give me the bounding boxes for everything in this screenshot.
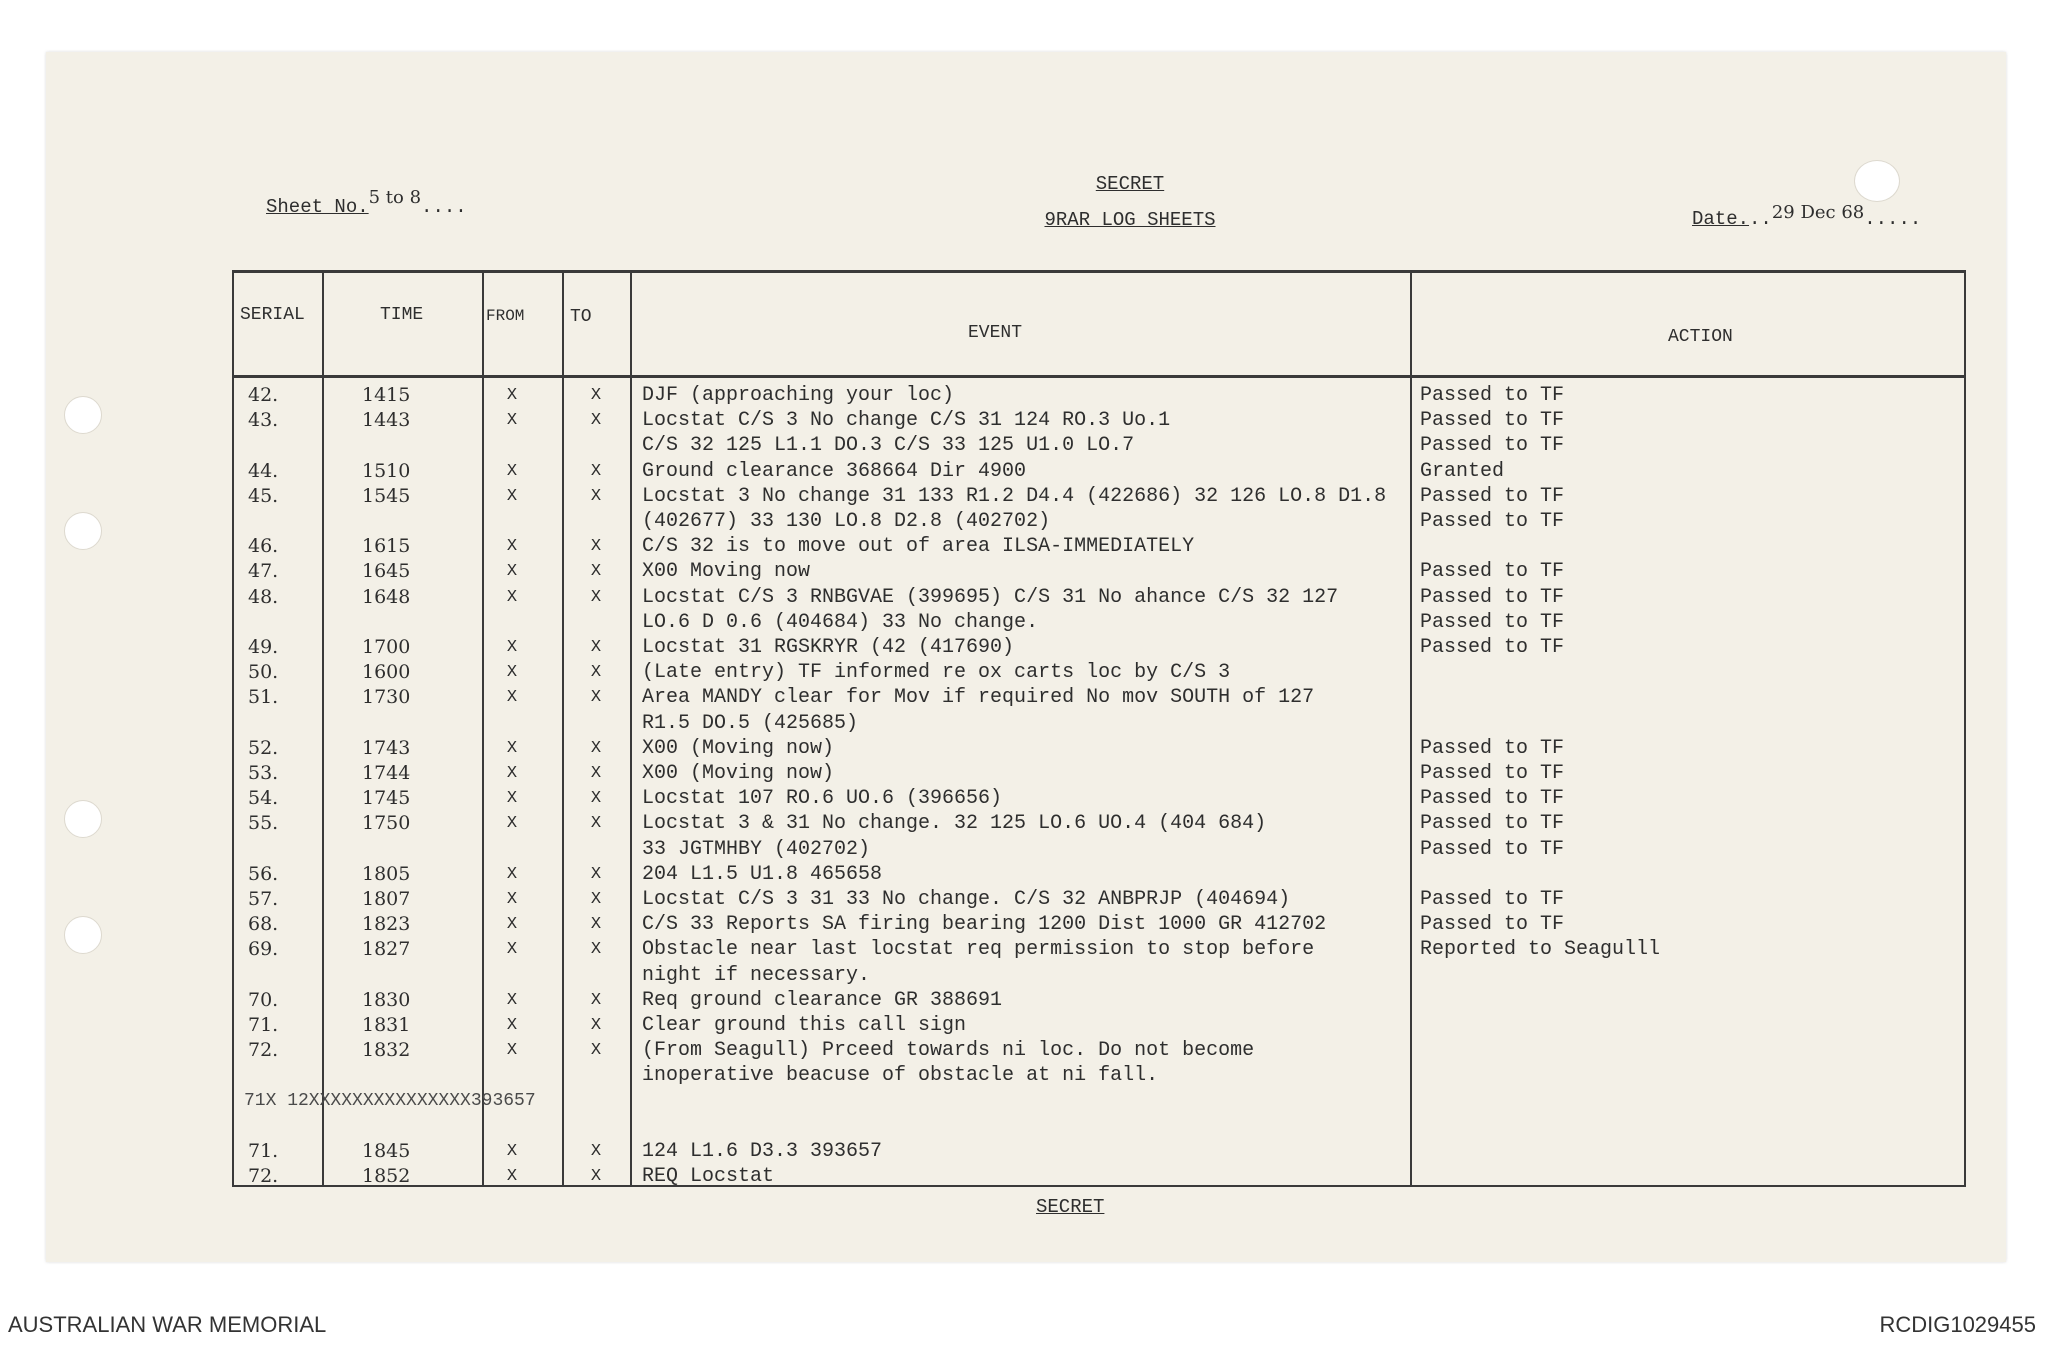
entry-event: Locstat C/S 3 No change C/S 31 124 RO.3 Uo.1 bbox=[642, 409, 1171, 433]
entry-event: Locstat 107 RO.6 UO.6 (396656) bbox=[642, 787, 1003, 811]
entry-from: X bbox=[506, 814, 518, 834]
entry-event: 33 JGTMHBY (402702) bbox=[642, 837, 871, 861]
log-entry-row bbox=[234, 585, 1964, 610]
entry-to: X bbox=[590, 1167, 602, 1187]
entry-action: Passed to TF bbox=[1420, 434, 1565, 458]
punch-hole bbox=[64, 396, 102, 434]
entry-event: C/S 33 Reports SA firing bearing 1200 Dist 1000 GR 412702 bbox=[642, 913, 1327, 937]
struck-entry-text: 71X 12XXXXXXXXXXXXXXX393657 bbox=[244, 1091, 536, 1111]
log-entry-row bbox=[234, 610, 1964, 635]
entry-serial: 69. bbox=[248, 938, 279, 961]
entry-time: 1745 bbox=[362, 787, 411, 810]
entry-from: X bbox=[506, 537, 518, 557]
entry-to: X bbox=[590, 890, 602, 909]
entry-serial: 57. bbox=[248, 888, 279, 910]
entry-time: 1807 bbox=[362, 888, 411, 910]
entry-time: 1730 bbox=[362, 686, 411, 709]
entry-to: X bbox=[590, 638, 602, 657]
entry-event: C/S 32 125 L1.1 DO.3 C/S 33 125 U1.0 LO.7 bbox=[642, 434, 1135, 458]
entry-event: 204 L1.5 U1.8 465658 bbox=[642, 862, 883, 886]
entry-action: Passed to TF bbox=[1420, 484, 1565, 508]
entry-time: 1443 bbox=[362, 409, 411, 432]
entry-event: Locstat C/S 3 31 33 No change. C/S 32 ANBPRJP (404694) bbox=[642, 888, 1291, 911]
entry-from: X bbox=[506, 864, 518, 884]
sheet-number: Sheet No.5 to 8.... bbox=[266, 187, 467, 218]
entry-event: X00 (Moving now) bbox=[642, 762, 835, 785]
entry-from: X bbox=[506, 411, 518, 431]
entry-to: X bbox=[590, 1016, 602, 1035]
entry-to: X bbox=[590, 1142, 602, 1161]
entry-to: X bbox=[590, 915, 602, 935]
entry-time: 1615 bbox=[362, 535, 411, 558]
log-entry-row bbox=[234, 635, 1964, 660]
entry-serial: 53. bbox=[248, 762, 279, 784]
log-entry-row bbox=[234, 1038, 1964, 1063]
entry-to: X bbox=[590, 990, 602, 1010]
entry-from: X bbox=[506, 940, 518, 960]
log-table bbox=[232, 270, 1966, 1187]
archive-id: RCDIG1029455 bbox=[1879, 1312, 2036, 1337]
log-entry-row bbox=[234, 988, 1964, 1013]
date-label: Date. bbox=[1692, 208, 1750, 230]
col-time-header: TIME bbox=[380, 305, 424, 325]
document-title: 9RAR LOG SHEETS bbox=[1044, 209, 1216, 231]
entry-action: Passed to TF bbox=[1420, 560, 1565, 584]
entry-action: Granted bbox=[1420, 459, 1505, 483]
entry-event: (402677) 33 130 LO.8 D2.8 (402702) bbox=[642, 510, 1051, 533]
entry-from: X bbox=[506, 562, 518, 582]
entry-time: 1845 bbox=[362, 1140, 411, 1162]
entry-serial: 72. bbox=[248, 1039, 279, 1062]
log-entry-row bbox=[234, 912, 1964, 937]
document-heading bbox=[930, 166, 1330, 238]
entry-action: Passed to TF bbox=[1420, 762, 1565, 785]
log-entry-row bbox=[234, 736, 1964, 761]
entry-time: 1744 bbox=[362, 762, 411, 784]
log-entry-row bbox=[234, 1013, 1964, 1038]
entry-serial: 48. bbox=[248, 585, 279, 608]
entry-to: X bbox=[590, 688, 602, 708]
entry-event: inoperative beacuse of obstacle at ni fall. bbox=[642, 1064, 1159, 1088]
entry-time: 1415 bbox=[362, 384, 411, 406]
log-entry-row bbox=[234, 1164, 1964, 1189]
entry-to: X bbox=[590, 386, 602, 405]
entry-action: Passed to TF bbox=[1420, 837, 1565, 861]
entry-time: 1648 bbox=[362, 585, 411, 608]
punch-hole bbox=[64, 916, 102, 954]
log-entry-row bbox=[234, 433, 1964, 458]
entry-time: 1510 bbox=[362, 459, 411, 482]
log-entry-row bbox=[234, 1063, 1964, 1088]
entry-from: X bbox=[506, 663, 518, 683]
log-entry-row bbox=[234, 963, 1964, 988]
entry-event: night if necessary. bbox=[642, 963, 871, 987]
entry-event: C/S 32 is to move out of area ILSA-IMMEDIATELY bbox=[642, 535, 1195, 559]
entry-serial: 50. bbox=[248, 661, 279, 684]
entry-time: 1743 bbox=[362, 736, 411, 759]
entry-event: Obstacle near last locstat req permission to stop before bbox=[642, 938, 1315, 962]
entry-time: 1830 bbox=[362, 988, 411, 1011]
entry-from: X bbox=[506, 990, 518, 1010]
entry-from: X bbox=[506, 1016, 518, 1035]
struck-entry bbox=[234, 1089, 1964, 1113]
entry-from: X bbox=[506, 738, 518, 758]
entry-event: (Late entry) TF informed re ox carts loc by C/S 3 bbox=[642, 661, 1231, 685]
entry-to: X bbox=[590, 562, 602, 582]
entry-action: Passed to TF bbox=[1420, 812, 1565, 836]
log-entry-row bbox=[234, 685, 1964, 710]
entry-serial: 71. bbox=[248, 1140, 279, 1162]
entry-from: X bbox=[506, 587, 518, 607]
entry-time: 1823 bbox=[362, 913, 411, 936]
entry-from: X bbox=[506, 915, 518, 935]
sheet-number-value: 5 to 8 bbox=[368, 187, 422, 208]
log-entry-row bbox=[234, 534, 1964, 559]
log-entry-row bbox=[234, 509, 1964, 534]
header-divider bbox=[234, 375, 1964, 378]
entry-serial: 56. bbox=[248, 862, 279, 885]
col-from-header: FROM bbox=[486, 307, 525, 325]
col-to-header: TO bbox=[570, 307, 592, 327]
entry-from: X bbox=[506, 1041, 518, 1061]
entry-event: (From Seagull) Prceed towards ni loc. Do not become bbox=[642, 1039, 1255, 1063]
entry-action: Passed to TF bbox=[1420, 787, 1565, 811]
entry-serial: 52. bbox=[248, 736, 279, 759]
entry-action: Passed to TF bbox=[1420, 888, 1565, 911]
entry-event: Ground clearance 368664 Dir 4900 bbox=[642, 459, 1027, 483]
entry-time: 1832 bbox=[362, 1039, 411, 1062]
log-entry-row bbox=[234, 786, 1964, 811]
entry-serial: 46. bbox=[248, 535, 279, 558]
log-entry-row bbox=[234, 383, 1964, 408]
entry-time: 1545 bbox=[362, 484, 411, 507]
log-entry-row bbox=[234, 711, 1964, 736]
entry-from: X bbox=[506, 1142, 518, 1161]
entry-from: X bbox=[506, 688, 518, 708]
entry-serial: 43. bbox=[248, 409, 279, 432]
classification-bottom: SECRET bbox=[1036, 1196, 1105, 1218]
punch-hole bbox=[1854, 160, 1900, 202]
entry-from: X bbox=[506, 1167, 518, 1187]
entry-action: Passed to TF bbox=[1420, 384, 1565, 407]
entry-serial: 55. bbox=[248, 812, 279, 835]
entry-to: X bbox=[590, 461, 602, 481]
entry-from: X bbox=[506, 486, 518, 506]
log-entry-row bbox=[234, 1139, 1964, 1164]
entry-action: Passed to TF bbox=[1420, 409, 1565, 433]
col-action-header: ACTION bbox=[1668, 327, 1733, 347]
entry-event: Req ground clearance GR 388691 bbox=[642, 988, 1003, 1012]
entry-from: X bbox=[506, 764, 518, 783]
entry-time: 1805 bbox=[362, 862, 411, 885]
entry-to: X bbox=[590, 814, 602, 834]
entry-to: X bbox=[590, 587, 602, 607]
punch-hole bbox=[64, 800, 102, 838]
entry-time: 1600 bbox=[362, 661, 411, 684]
log-date: Date...29 Dec 68..... bbox=[1692, 202, 1922, 230]
sheet-number-label: Sheet No. bbox=[266, 196, 369, 218]
log-entry-row bbox=[234, 811, 1964, 836]
entry-to: X bbox=[590, 864, 602, 884]
entry-time: 1645 bbox=[362, 560, 411, 583]
entry-event: Locstat 3 No change 31 133 R1.2 D4.4 (422686) 32 126 LO.8 D1.8 bbox=[642, 484, 1387, 508]
entry-to: X bbox=[590, 486, 602, 506]
entry-time: 1827 bbox=[362, 938, 411, 961]
date-value: 29 Dec 68 bbox=[1771, 202, 1865, 223]
entry-event: X00 (Moving now) bbox=[642, 736, 835, 760]
col-event-header: EVENT bbox=[968, 323, 1023, 343]
entry-action: Passed to TF bbox=[1420, 510, 1565, 533]
entry-to: X bbox=[590, 537, 602, 557]
log-entry-row bbox=[234, 484, 1964, 509]
log-entry-row bbox=[234, 559, 1964, 584]
entry-from: X bbox=[506, 789, 518, 809]
entry-serial: 42. bbox=[248, 384, 279, 406]
entry-event: LO.6 D 0.6 (404684) 33 No change. bbox=[642, 610, 1039, 634]
entry-serial: 71. bbox=[248, 1014, 279, 1036]
log-entry-row bbox=[234, 837, 1964, 862]
log-entry-row bbox=[234, 660, 1964, 685]
entry-event: Locstat 31 RGSKRYR (42 (417690) bbox=[642, 636, 1015, 659]
entry-time: 1750 bbox=[362, 812, 411, 835]
entry-event: Area MANDY clear for Mov if required No mov SOUTH of 127 bbox=[642, 686, 1315, 710]
entry-from: X bbox=[506, 638, 518, 657]
entry-event: 124 L1.6 D3.3 393657 bbox=[642, 1140, 883, 1163]
entry-event: Locstat C/S 3 RNBGVAE (399695) C/S 31 No ahance C/S 32 127 bbox=[642, 585, 1339, 609]
entry-from: X bbox=[506, 461, 518, 481]
entry-serial: 54. bbox=[248, 787, 279, 810]
archive-name: AUSTRALIAN WAR MEMORIAL bbox=[8, 1312, 327, 1337]
entry-to: X bbox=[590, 764, 602, 783]
entry-time: 1700 bbox=[362, 636, 411, 658]
entry-event: R1.5 DO.5 (425685) bbox=[642, 711, 859, 735]
log-entry-row bbox=[234, 887, 1964, 912]
log-entry-row bbox=[234, 862, 1964, 887]
entry-action: Passed to TF bbox=[1420, 913, 1565, 937]
entry-time: 1831 bbox=[362, 1014, 411, 1036]
entry-serial: 44. bbox=[248, 459, 279, 482]
entry-event: DJF (approaching your loc) bbox=[642, 384, 955, 407]
entry-to: X bbox=[590, 411, 602, 431]
log-entry-row bbox=[234, 459, 1964, 484]
entry-event: Locstat 3 & 31 No change. 32 125 LO.6 UO.4 (404 684) bbox=[642, 812, 1267, 836]
entry-serial: 51. bbox=[248, 686, 279, 709]
entry-action: Reported to Seagulll bbox=[1420, 938, 1661, 962]
entry-to: X bbox=[590, 738, 602, 758]
entry-serial: 72. bbox=[248, 1165, 279, 1188]
entry-serial: 47. bbox=[248, 560, 279, 583]
entry-serial: 49. bbox=[248, 636, 279, 658]
classification-top: SECRET bbox=[1095, 173, 1165, 195]
entry-time: 1852 bbox=[362, 1165, 411, 1188]
entry-to: X bbox=[590, 789, 602, 809]
entry-action: Passed to TF bbox=[1420, 610, 1565, 634]
entry-to: X bbox=[590, 663, 602, 683]
log-entry-row bbox=[234, 937, 1964, 962]
entry-event: REQ Locstat bbox=[642, 1165, 775, 1189]
entry-event: X00 Moving now bbox=[642, 560, 811, 584]
entry-event: Clear ground this call sign bbox=[642, 1014, 967, 1037]
punch-hole bbox=[64, 512, 102, 550]
entry-from: X bbox=[506, 386, 518, 405]
entry-from: X bbox=[506, 890, 518, 909]
col-serial-header: SERIAL bbox=[240, 305, 305, 325]
entry-serial: 68. bbox=[248, 913, 279, 936]
entry-action: Passed to TF bbox=[1420, 736, 1565, 760]
entry-serial: 45. bbox=[248, 484, 279, 507]
entry-serial: 70. bbox=[248, 988, 279, 1011]
entry-action: Passed to TF bbox=[1420, 585, 1565, 609]
log-entry-row bbox=[234, 408, 1964, 433]
entry-to: X bbox=[590, 1041, 602, 1061]
log-entry-row bbox=[234, 761, 1964, 786]
entry-to: X bbox=[590, 940, 602, 960]
entry-action: Passed to TF bbox=[1420, 636, 1565, 659]
